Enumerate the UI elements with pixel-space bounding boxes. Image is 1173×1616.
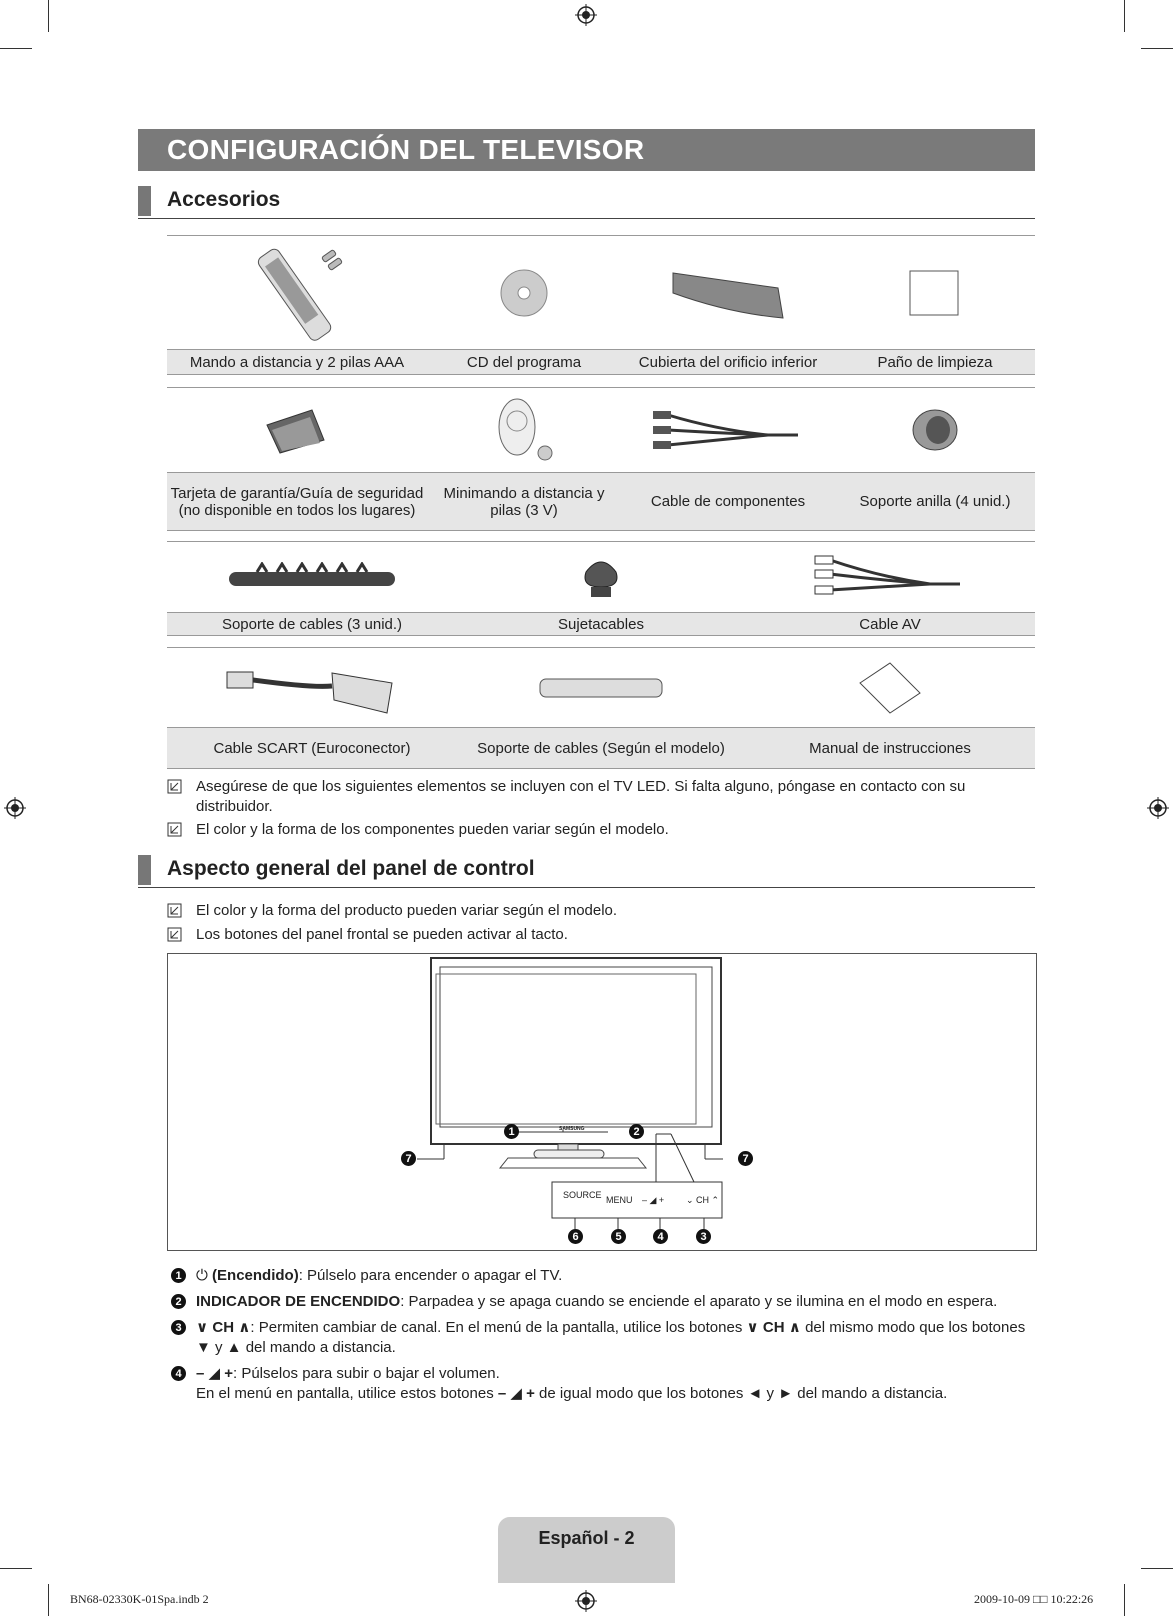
callout-1: 1 — [504, 1124, 519, 1139]
crop-mark — [1141, 1568, 1173, 1569]
section-title: Accesorios — [167, 188, 281, 211]
item-title: (Encendido) — [212, 1267, 299, 1284]
caption-row — [167, 728, 1035, 769]
channel-button-label: ⌄ CH ⌃ — [686, 1195, 720, 1205]
note — [167, 777, 1027, 817]
accessory-label: Soporte de cables (3 unid.) — [221, 615, 403, 633]
cable-stand-image — [457, 648, 745, 727]
image-row — [167, 648, 1035, 728]
accessory-label: Manual de instrucciones — [809, 739, 971, 757]
item-text: del mismo modo que los botones ▼ y ▲ del mando a distancia. — [196, 1319, 1026, 1356]
item-text: de igual modo que los botones ◄ y ► del mando a distancia. — [539, 1385, 948, 1402]
page-title-bar — [138, 129, 1035, 171]
volume-button-label: – ◢ + — [642, 1195, 665, 1205]
note-icon — [167, 779, 182, 794]
callout-6: 6 — [568, 1229, 583, 1244]
chevron-down-icon: ∨ — [746, 1319, 763, 1336]
brand-logo: SAMSUNG — [559, 1126, 585, 1132]
control-item-power — [171, 1266, 1031, 1286]
caption-row — [167, 350, 1035, 375]
menu-button-label: MENU — [606, 1195, 633, 1205]
page-title: CONFIGURACIÓN DEL TELEVISOR — [167, 134, 645, 165]
cable-holder-image — [167, 542, 457, 612]
accessories-table-row-1 — [167, 235, 1035, 375]
item-title: – — [196, 1365, 205, 1382]
accessory-label: CD del programa — [466, 353, 582, 371]
volume-icon: ◢ — [510, 1385, 522, 1402]
cable-tie-image — [457, 542, 745, 612]
note — [167, 820, 1027, 840]
registration-mark-icon — [4, 797, 26, 819]
section-header-accessories — [138, 186, 1035, 219]
print-date-info: 2009-10-09 □□ 10:22:26 — [974, 1592, 1094, 1606]
note-text: Asegúrese de que los siguientes elementos se incluyen con el TV LED. Si falta alguno, póngase en contacto con su distribuidor. — [196, 778, 966, 815]
control-item-channel — [171, 1318, 1031, 1358]
crop-mark — [48, 1584, 49, 1616]
item-title: INDICADOR DE ENCENDIDO — [196, 1293, 401, 1310]
accessory-label: Cable SCART (Euroconector) — [213, 739, 411, 757]
section-title: Aspecto general del panel de control — [167, 857, 535, 880]
section-marker — [138, 186, 151, 216]
registration-mark-icon — [575, 1590, 597, 1612]
page-number: Español - 2 — [538, 1528, 635, 1548]
print-file-info: BN68-02330K-01Spa.indb 2 — [70, 1592, 209, 1606]
callout-4: 4 — [653, 1229, 668, 1244]
accessories-table-row-3 — [167, 541, 1035, 636]
source-button-label: SOURCE — [563, 1190, 602, 1200]
crop-mark — [1124, 1584, 1125, 1616]
accessory-label: Cubierta del orificio inferior — [638, 353, 818, 371]
remote-control-image — [167, 236, 427, 349]
item-text: : Púlselos para subir o bajar el volumen. — [233, 1365, 500, 1382]
image-row — [167, 236, 1035, 350]
note — [167, 901, 1027, 921]
note-text: Los botones del panel frontal se pueden activar al tacto. — [196, 926, 568, 943]
scart-cable-image — [167, 648, 457, 727]
accessories-table-row-2 — [167, 387, 1035, 531]
caption-row — [167, 473, 1035, 531]
image-row — [167, 542, 1035, 613]
note-icon — [167, 822, 182, 837]
item-text: : Permiten cambiar de canal. En el menú de la pantalla, utilice los botones — [250, 1319, 743, 1336]
warranty-card-image — [167, 388, 427, 472]
av-cable-image — [745, 542, 1035, 612]
bottom-cover-image — [621, 236, 835, 349]
note — [167, 925, 1027, 945]
note-icon — [167, 903, 182, 918]
mini-remote-image — [427, 388, 621, 472]
accessory-label: Soporte de cables (Según el modelo) — [477, 739, 725, 757]
ring-holder-image — [835, 388, 1035, 472]
accessory-label: Cable de componentes — [650, 493, 806, 510]
tv-illustration — [168, 954, 1036, 1250]
callout-5: 5 — [611, 1229, 626, 1244]
item-number: 1 — [171, 1268, 186, 1283]
component-cable-image — [621, 388, 835, 472]
chevron-up-icon: ∧ — [234, 1319, 251, 1336]
control-item-volume: 4 – ◢ +: Púlselos para subir o bajar el volumen. En el menú en pantalla, utilice estos botones – ◢ + de igual modo que los botones ◄ y ► del mando a distancia. — [171, 1364, 1031, 1404]
accessory-label: Soporte anilla (4 unid.) — [859, 493, 1011, 510]
callout-7: 7 — [401, 1151, 416, 1166]
cd-image — [427, 236, 621, 349]
accessory-label: Mando a distancia y 2 pilas AAA — [189, 353, 405, 371]
item-text: : Parpadea y se apaga cuando se enciende el aparato y se ilumina en el modo en espera. — [400, 1293, 998, 1310]
image-row — [167, 388, 1035, 473]
item-number: 2 — [171, 1294, 186, 1309]
callout-3: 3 — [696, 1229, 711, 1244]
accessory-label: Tarjeta de garantía/Guía de seguridad (no disponible en todos los lugares) — [170, 484, 424, 519]
accessory-label: Minimando a distancia y pilas (3 V) — [443, 484, 605, 519]
crop-mark — [0, 48, 32, 49]
manual-image — [745, 648, 1035, 727]
accessories-table-row-4 — [167, 647, 1035, 769]
power-icon: ⏻ — [196, 1267, 213, 1284]
item-title: CH — [762, 1319, 785, 1336]
note-icon — [167, 927, 182, 942]
item-number: 4 — [171, 1366, 186, 1381]
caption-row — [167, 613, 1035, 636]
item-text: En el menú en pantalla, utilice estos botones — [196, 1385, 494, 1402]
crop-mark — [1141, 48, 1173, 49]
chevron-down-icon: ∨ — [196, 1319, 213, 1336]
tv-control-panel-diagram — [167, 953, 1037, 1251]
item-title: CH — [212, 1319, 235, 1336]
callout-2: 2 — [629, 1124, 644, 1139]
section-header-control-panel — [138, 855, 1035, 888]
callout-7: 7 — [738, 1151, 753, 1166]
item-number: 3 — [171, 1320, 186, 1335]
note-text: El color y la forma de los componentes pueden variar según el modelo. — [196, 821, 669, 838]
volume-icon: ◢ — [208, 1365, 221, 1382]
crop-mark — [1124, 0, 1125, 32]
section-marker — [138, 855, 151, 885]
accessory-label: Sujetacables — [558, 615, 644, 633]
control-item-power-indicator — [171, 1292, 1031, 1312]
item-text: : Púlselo para encender o apagar el TV. — [298, 1267, 563, 1284]
accessory-label: Paño de limpieza — [877, 353, 993, 371]
accessory-label: Cable AV — [859, 615, 921, 633]
registration-mark-icon — [1147, 797, 1169, 819]
note-text: El color y la forma del producto pueden variar según el modelo. — [196, 902, 618, 919]
chevron-up-icon: ∧ — [784, 1319, 801, 1336]
crop-mark — [0, 1568, 32, 1569]
page-number-tab — [498, 1517, 675, 1583]
crop-mark — [48, 0, 49, 32]
registration-mark-icon — [575, 4, 597, 26]
cleaning-cloth-image — [835, 236, 1035, 349]
